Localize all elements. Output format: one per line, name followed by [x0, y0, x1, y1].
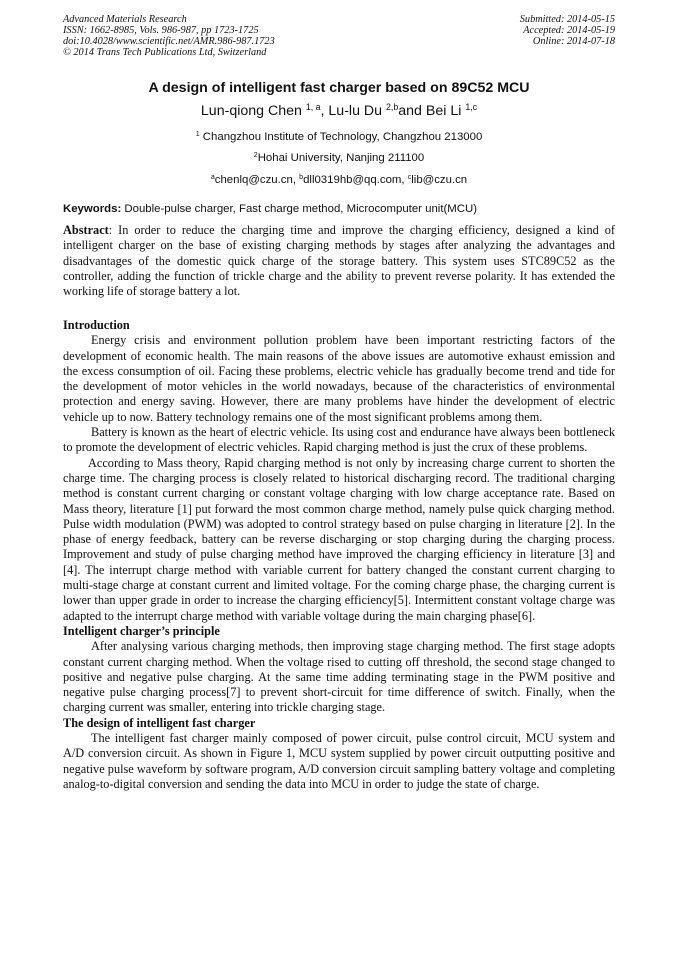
- affiliation-2: [0, 152, 678, 164]
- email-link[interactable]: chenlq@czu.cn,: [214, 174, 300, 186]
- author-affiliation-mark: 1,c: [465, 102, 478, 113]
- abstract-text: : In order to reduce the charging time and improve the charging efficiency, designed a kind of intelligent charger on the base of existing charging methods by stages after analyzing the advantages and disadvantages of the domestic quick charge of the storage battery. This system uses STC89C52 as the controller, adding the function of trickle charge and the ability to prevent reverse polarity. It has extended the working life of storage battery a lot.: [63, 223, 615, 299]
- keywords-label: Keywords:: [63, 203, 122, 215]
- affiliation-mark: 2: [253, 152, 258, 160]
- affiliation-text: Changzhou Institute of Technology, Changzhou 213000: [202, 131, 483, 143]
- journal-copyright: © 2014 Trans Tech Publications Ltd, Switzerland: [63, 47, 267, 58]
- journal-doi[interactable]: doi:10.4028/www.scientific.net/AMR.986-987.1723: [63, 36, 275, 47]
- author-name: Lu-lu Du: [328, 103, 383, 119]
- affiliation-mark: 1: [195, 131, 200, 139]
- body-paragraph: Battery is known as the heart of electric vehicle. Its using cost and endurance have always been bottleneck to promote the development of electric vehicles. Rapid charging method is just the crux of these problems.: [63, 425, 615, 455]
- author-name: Bei Li: [425, 103, 462, 119]
- submitted-date: Submitted: 2014-05-15: [519, 14, 615, 25]
- keywords-line: [63, 203, 615, 215]
- email-link[interactable]: dll0319hb@qq.com,: [303, 174, 408, 186]
- email-link[interactable]: lib@czu.cn: [411, 174, 468, 186]
- body-paragraph: The intelligent fast charger mainly composed of power circuit, pulse control circuit, MCU system and A/D conversion circuit. As shown in Figure 1, MCU system supplied by power circuit outputting positive and negative pulse waveform by software program, A/D conversion circuit sampling battery voltage and completing analog-to-digital conversion and sending the data into MCU in order to judge the state of charge.: [63, 731, 615, 791]
- keywords-text: Double-pulse charger, Fast charge method, Microcomputer unit(MCU): [121, 203, 478, 215]
- section-heading-design: The design of intelligent fast charger: [63, 715, 256, 730]
- author-name: Lun-qiong Chen: [200, 103, 302, 119]
- journal-header-right: [520, 14, 615, 47]
- section-heading-introduction: Introduction: [63, 318, 130, 332]
- abstract-block: [63, 223, 615, 299]
- affiliation-1: [0, 131, 678, 143]
- main-body: [63, 318, 615, 792]
- author-affiliation-mark: 2,b: [386, 102, 399, 113]
- journal-name: Advanced Materials Research: [63, 14, 187, 25]
- accepted-date: Accepted: 2014-05-19: [523, 25, 615, 36]
- journal-header-left: [63, 14, 275, 58]
- abstract-paragraph: [63, 223, 615, 299]
- author-separator: and: [398, 103, 426, 119]
- author-line: [0, 103, 678, 119]
- body-paragraph: Energy crisis and environment pollution problem have been important restricting factors of the development of economic health. The main reasons of the above issues are automotive exhaust emission and the excess consumption of oil. Facing these problems, electric vehicle has gradually become trend and tide for the development of motor vehicles in the world nowadays, because of the characteristics of environmental protection and energy saving. However, there are many problems have hinder the development of electric vehicle up to now. Battery technology remains one of the most significant problems among them.: [63, 333, 615, 424]
- section-heading-principle: Intelligent charger’s principle: [63, 623, 220, 638]
- email-mark: a: [210, 174, 215, 182]
- abstract-label: Abstract: [63, 223, 109, 237]
- journal-issn: ISSN: 1662-8985, Vols. 986-987, pp 1723-1725: [63, 25, 259, 36]
- email-mark: c: [407, 174, 412, 182]
- paper-title: A design of intelligent fast charger based on 89C52 MCU: [148, 80, 530, 96]
- author-emails: [0, 174, 678, 186]
- affiliation-text: Hohai University, Nanjing 211100: [257, 152, 425, 164]
- body-paragraph: According to Mass theory, Rapid charging method is not only by increasing charge current to shorten the charge time. The charging process is closely related to historical discharging record. The traditional charging method is constant current charging or constant voltage charging with low charge acceptance rate. Based on Mass theory, literature [1] put forward the most common charge method, namely pulse quick charging method. Pulse width modulation (PWM) was adopted to control strategy based on pulse charging in literature [2]. In the phase of energy feedback, battery can be reverse discharging or stop charging during the charging process. Improvement and study of pulse charging method have improved the charging efficiency in literature [3] and [4]. The interrupt charge method with variable current for battery changed the constant current charging to multi-stage charge at constant current and limited voltage. For the coming charge phase, the charging current is lower than upper grade in order to increase the charging efficiency[5]. Intermittent constant voltage charge was adapted to the interrupt charge method with variable voltage during the main charging phase[6].: [63, 455, 615, 623]
- author-affiliation-mark: 1, a: [305, 102, 321, 113]
- online-date: Online: 2014-07-18: [532, 36, 615, 47]
- author-separator: ,: [320, 103, 329, 119]
- email-mark: b: [299, 174, 304, 182]
- body-paragraph: After analysing various charging methods, then improving stage charging method. The first stage adopts constant current charging method. When the voltage rised to cutting off threshold, the second stage changed to positive and negative pulse charging. At the same time adding terminating stage in the PWM positive and negative pulse charging process[7] to prevent short-circuit for time difference of switch. Finally, when the charging current was smaller, entering into trickle charging stage.: [63, 639, 615, 715]
